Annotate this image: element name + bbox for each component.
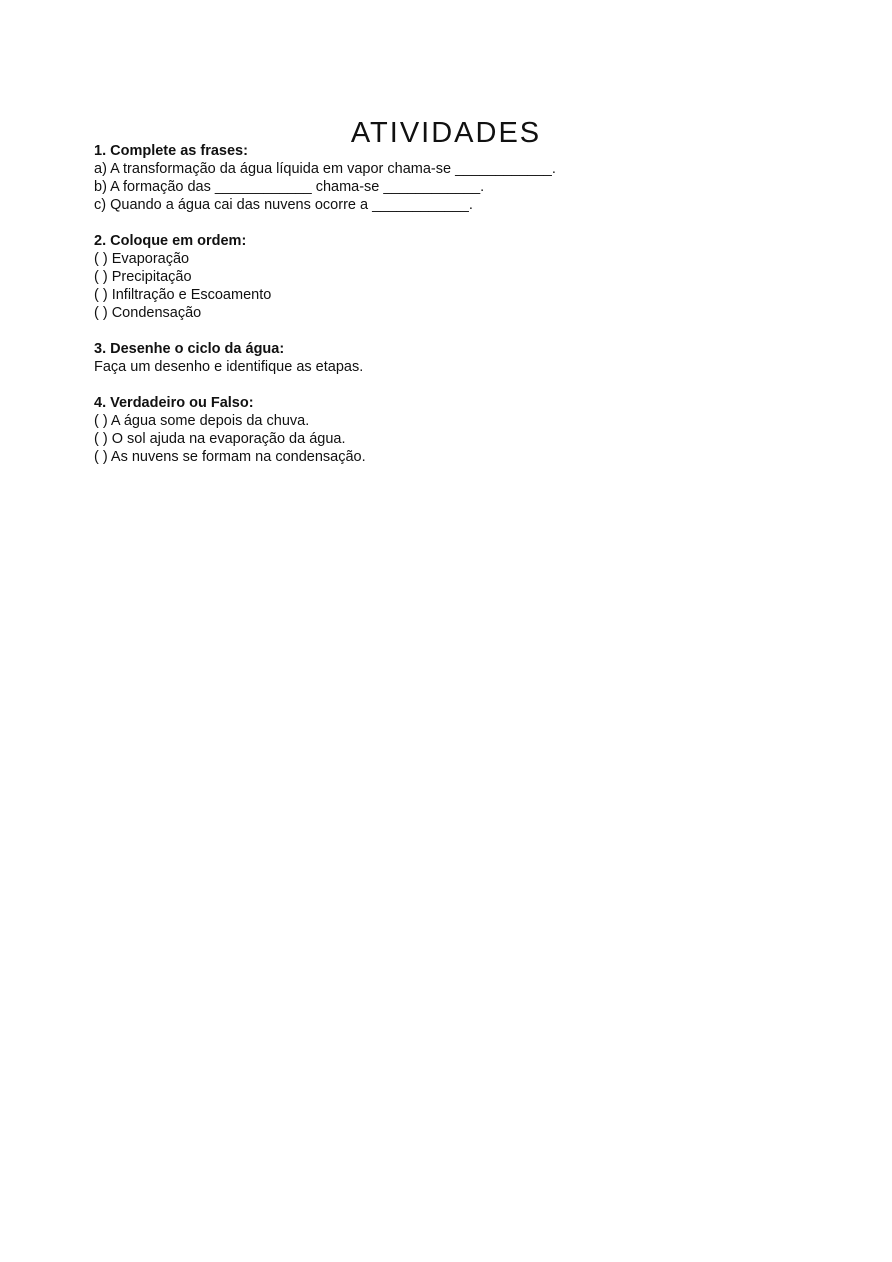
section-heading: 4. Verdadeiro ou Falso:: [94, 395, 254, 411]
fill-blank-item: b) A formação das ____________ chama-se ____________.: [94, 179, 485, 195]
order-item: ( ) Condensação: [94, 305, 202, 321]
fill-blank-item: a) A transformação da água líquida em vapor chama-se ____________.: [94, 161, 556, 177]
true-false-item: ( ) A água some depois da chuva.: [94, 413, 310, 429]
order-item: ( ) Precipitação: [94, 269, 192, 285]
section-complete-sentences: [94, 142, 814, 214]
fill-blank-item: c) Quando a água cai das nuvens ocorre a ____________.: [94, 197, 473, 213]
section-true-or-false: [94, 394, 814, 466]
section-heading: 1. Complete as frases:: [94, 143, 248, 159]
true-false-item: ( ) O sol ajuda na evaporação da água.: [94, 431, 346, 447]
true-false-item: ( ) As nuvens se formam na condensação.: [94, 449, 366, 465]
instruction-text: Faça um desenho e identifique as etapas.: [94, 359, 364, 375]
section-put-in-order: [94, 232, 814, 322]
page-title: ATIVIDADES: [350, 117, 542, 150]
section-heading: 2. Coloque em ordem:: [94, 233, 247, 249]
order-item: ( ) Evaporação: [94, 251, 190, 267]
activities-content: [94, 142, 814, 484]
order-item: ( ) Infiltração e Escoamento: [94, 287, 272, 303]
section-heading: 3. Desenhe o ciclo da água:: [94, 341, 285, 357]
section-draw-water-cycle: [94, 340, 814, 376]
